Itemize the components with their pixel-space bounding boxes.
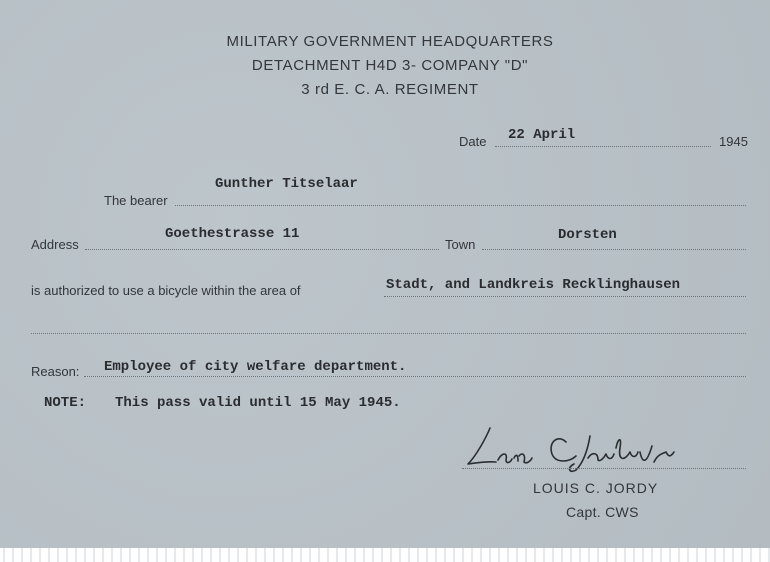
town-line — [482, 249, 746, 250]
reason-value: Employee of city welfare department. — [104, 359, 407, 375]
address-label: Address — [31, 237, 79, 252]
bearer-line — [175, 205, 746, 206]
signatory-name: LOUIS C. JORDY — [533, 480, 659, 496]
header-line-3: 3 rd E. C. A. REGIMENT — [301, 81, 479, 98]
address-value: Goethestrasse 11 — [165, 226, 300, 242]
date-line — [495, 146, 711, 147]
signature-line — [462, 468, 746, 469]
bearer-value: Gunther Titselaar — [215, 176, 358, 192]
header-line-1: MILITARY GOVERNMENT HEADQUARTERS — [226, 33, 554, 50]
area-line — [384, 296, 746, 297]
note-value: This pass valid until 15 May 1945. — [115, 395, 401, 411]
signatory-title: Capt. CWS — [566, 504, 639, 520]
reason-label: Reason: — [31, 364, 80, 379]
reason-line — [84, 376, 746, 377]
bearer-label: The bearer — [104, 193, 168, 208]
note-label: NOTE: — [44, 395, 87, 411]
handwritten-signature — [462, 418, 692, 488]
header-line-2: DETACHMENT H4D 3- COMPANY "D" — [251, 57, 529, 74]
date-label: Date — [459, 134, 487, 149]
date-year: 1945 — [719, 134, 748, 149]
town-label: Town — [445, 237, 476, 252]
address-line — [85, 249, 439, 250]
authorization-label: is authorized to use a bicycle within the area of — [31, 283, 301, 298]
authorization-area-value: Stadt, and Landkreis Recklinghausen — [386, 277, 681, 293]
area-line-2 — [31, 333, 746, 334]
date-value: 22 April — [508, 127, 576, 143]
torn-paper-edge — [0, 548, 770, 562]
town-value: Dorsten — [558, 227, 617, 243]
